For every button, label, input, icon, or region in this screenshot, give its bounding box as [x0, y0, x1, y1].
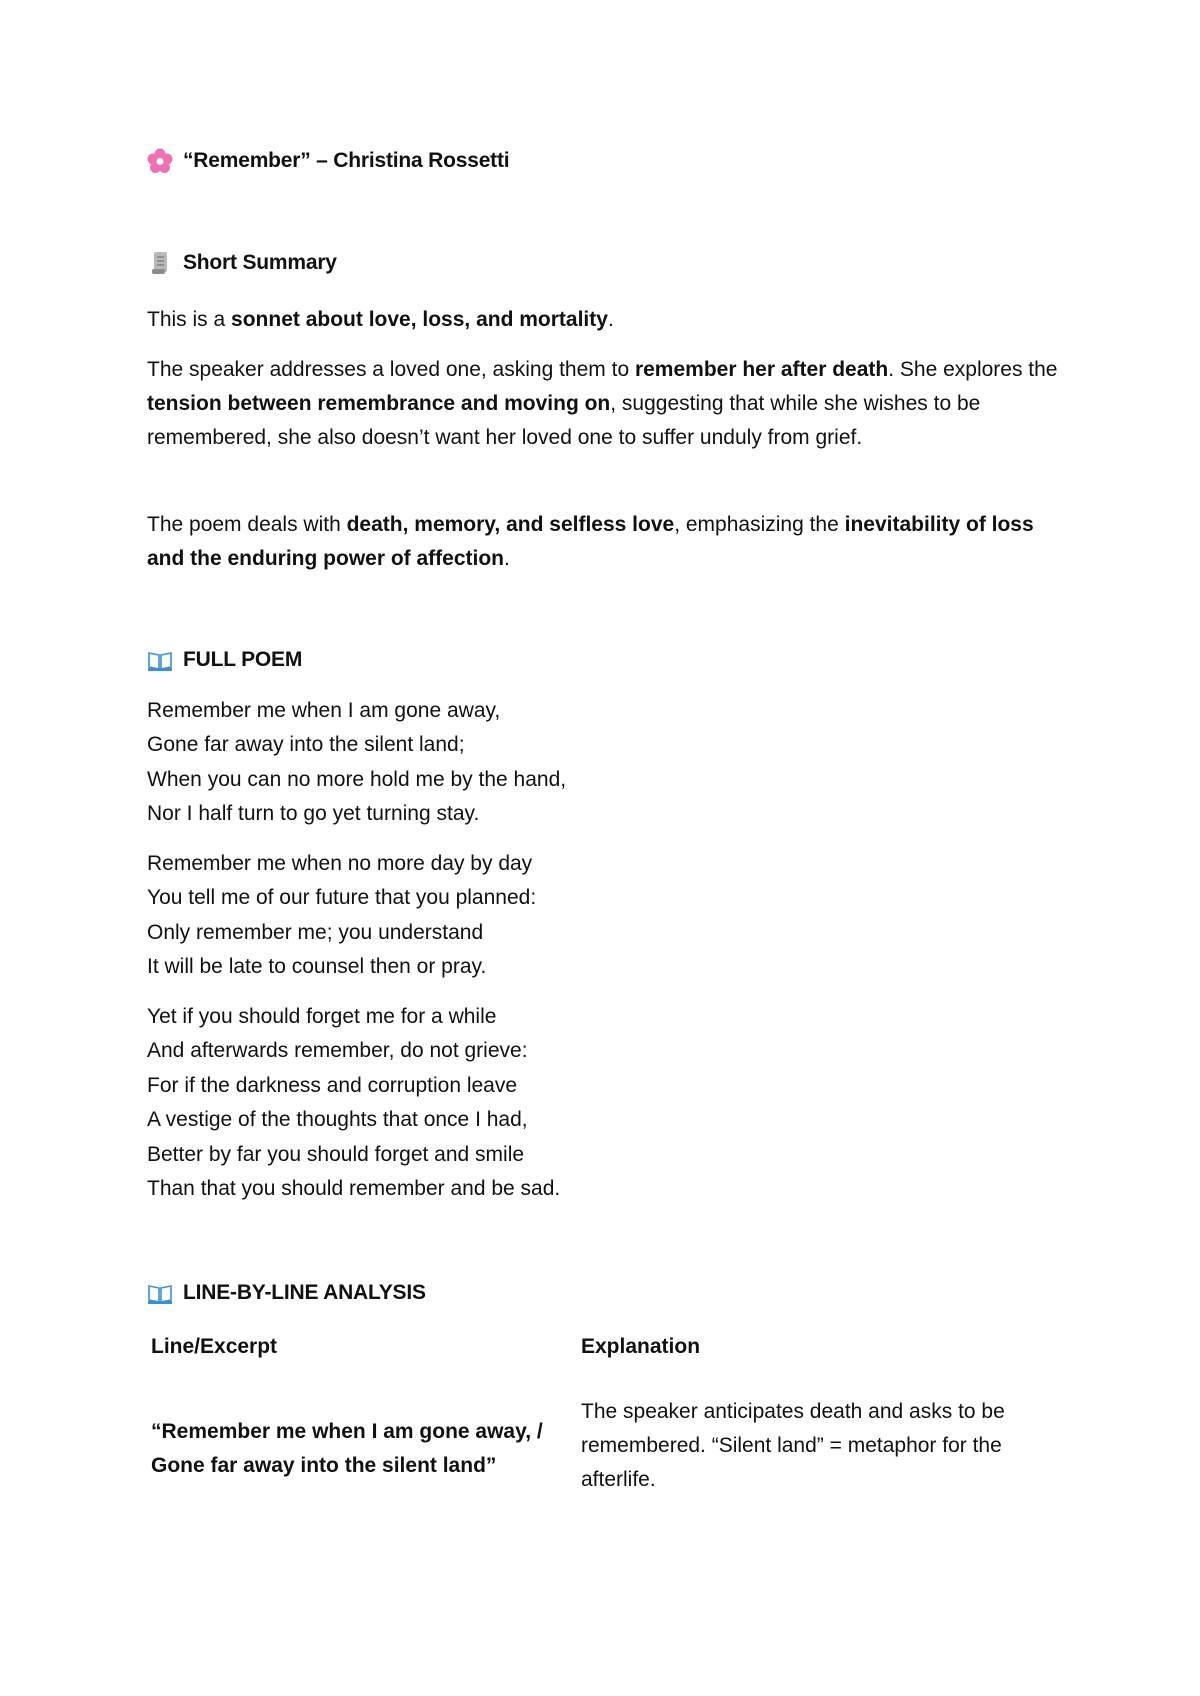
summary-paragraph-1: This is a sonnet about love, loss, and mortality.: [147, 308, 614, 331]
summary-heading-text: Short Summary: [183, 251, 337, 274]
summary-heading: [147, 250, 337, 276]
open-book-icon: [147, 647, 173, 673]
poem-heading: [147, 647, 302, 673]
summary-paragraph-2: The speaker addresses a loved one, asking them to remember her after death. She explores the tension between remembrance and moving on, suggesting that while she wishes to be remembered, she also doesn’t want her loved one to suffer unduly from grief.: [147, 358, 1058, 449]
poem-stanza-2: Remember me when no more day by day You tell me of our future that you planned: Only remember me; you understand It will be late to counsel then or pray.: [147, 852, 537, 979]
table-cell-excerpt: “Remember me when I am gone away, / Gone far away into the silent land”: [151, 1420, 543, 1477]
analysis-heading: [147, 1280, 426, 1306]
summary-paragraph-3: The poem deals with death, memory, and selfless love, emphasizing the inevitability of loss and the enduring power of affection.: [147, 513, 1034, 570]
open-book-icon: [147, 1280, 173, 1306]
title-text: “Remember” – Christina Rossetti: [183, 149, 510, 172]
column-header-explanation: Explanation: [581, 1335, 701, 1358]
pink-flower-icon: [147, 148, 173, 174]
poem-stanza-1: Remember me when I am gone away, Gone far away into the silent land; When you can no more hold me by the hand, Nor I half turn to go yet turning stay.: [147, 699, 567, 826]
scroll-icon: [147, 250, 173, 276]
column-header-excerpt: Line/Excerpt: [151, 1335, 278, 1358]
document-title: [147, 148, 509, 174]
analysis-heading-text: LINE-BY-LINE ANALYSIS: [183, 1281, 426, 1304]
poem-stanza-3: Yet if you should forget me for a while And afterwards remember, do not grieve: For if the darkness and corruption leave A vestige of the thoughts that once I had, Better by far you should forget and smile Than that you should remember and be sad.: [147, 1005, 561, 1201]
table-cell-explanation: The speaker anticipates death and asks to be remembered. “Silent land” = metaphor for the afterlife.: [581, 1400, 1005, 1491]
poem-heading-text: FULL POEM: [183, 648, 303, 671]
